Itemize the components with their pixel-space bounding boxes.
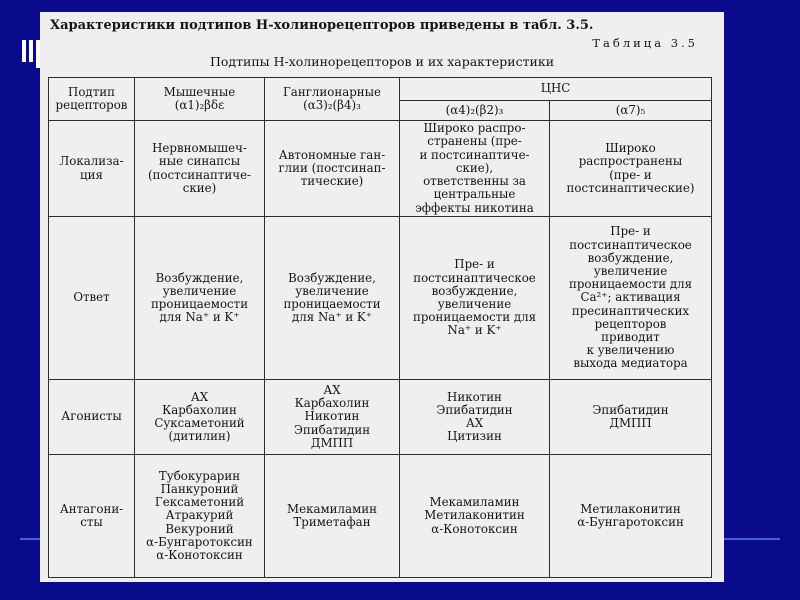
row-label-antagonists: Антагони- сты	[49, 455, 135, 578]
cell: Никотин Эпибатидин АХ Цитизин	[400, 380, 550, 455]
header-subtype: Подтип рецепторов	[49, 78, 135, 121]
cell: АХ Карбахолин Никотин Эпибатидин ДМПП	[265, 380, 400, 455]
cell: Пре- и постсинаптическое возбуждение, увеличение проницаемости для Ca²⁺; активация пресинаптических рецепторов приводит к увеличению выхода медиатора	[550, 217, 712, 380]
cell: Возбуждение, увеличение проницаемости для Na⁺ и K⁺	[265, 217, 400, 380]
table-row	[49, 380, 712, 455]
cell: Мекамиламин Метилаконитин α-Конотоксин	[400, 455, 550, 578]
cell: Мекамиламин Триметафан	[265, 455, 400, 578]
table-caption: Подтипы Н-холинорецепторов и их характеристики	[209, 54, 555, 69]
cell: Метилаконитин α-Бунгаротоксин	[550, 455, 712, 578]
receptor-table	[48, 77, 712, 578]
table-row	[49, 455, 712, 578]
header-row	[49, 78, 712, 101]
page-title: Характеристики подтипов Н-холинорецепторов приведены в табл. 3.5.	[50, 18, 594, 33]
header-cns-a7: (α7)₅	[550, 101, 712, 121]
row-label-agonists: Агонисты	[49, 380, 135, 455]
cell: Пре- и постсинаптическое возбуждение, увеличение проницаемости для Na⁺ и K⁺	[400, 217, 550, 380]
cell: Возбуждение, увеличение проницаемости для Na⁺ и K⁺	[135, 217, 265, 380]
row-label-localization: Локализа- ция	[49, 121, 135, 217]
header-cns: ЦНС	[400, 78, 712, 101]
cell: АХ Карбахолин Суксаметоний (дитилин)	[135, 380, 265, 455]
table-number: Таблица 3.5	[592, 36, 698, 50]
table-row	[49, 217, 712, 380]
table-row	[49, 121, 712, 217]
header-ganglion: Ганглионарные (α3)₂(β4)₃	[265, 78, 400, 121]
cell: Автономные ган- глии (постсинап- тические)	[265, 121, 400, 217]
cell: Широко распространены (пре- и постсинаптические)	[550, 121, 712, 217]
row-label-response: Ответ	[49, 217, 135, 380]
scanned-page	[40, 12, 724, 582]
cell: Нервномышеч- ные синапсы (постсинаптиче- ские)	[135, 121, 265, 217]
cell: Эпибатидин ДМПП	[550, 380, 712, 455]
cell: Тубокурарин Панкуроний Гексаметоний Атракурий Векуроний α-Бунгаротоксин α-Конотоксин	[135, 455, 265, 578]
header-cns-a4b2: (α4)₂(β2)₃	[400, 101, 550, 121]
header-muscle: Мышечные (α1)₂βδε	[135, 78, 265, 121]
cell: Широко распро- странены (пре- и постсинаптиче- ские), ответственны за центральные эффекты никотина	[400, 121, 550, 217]
